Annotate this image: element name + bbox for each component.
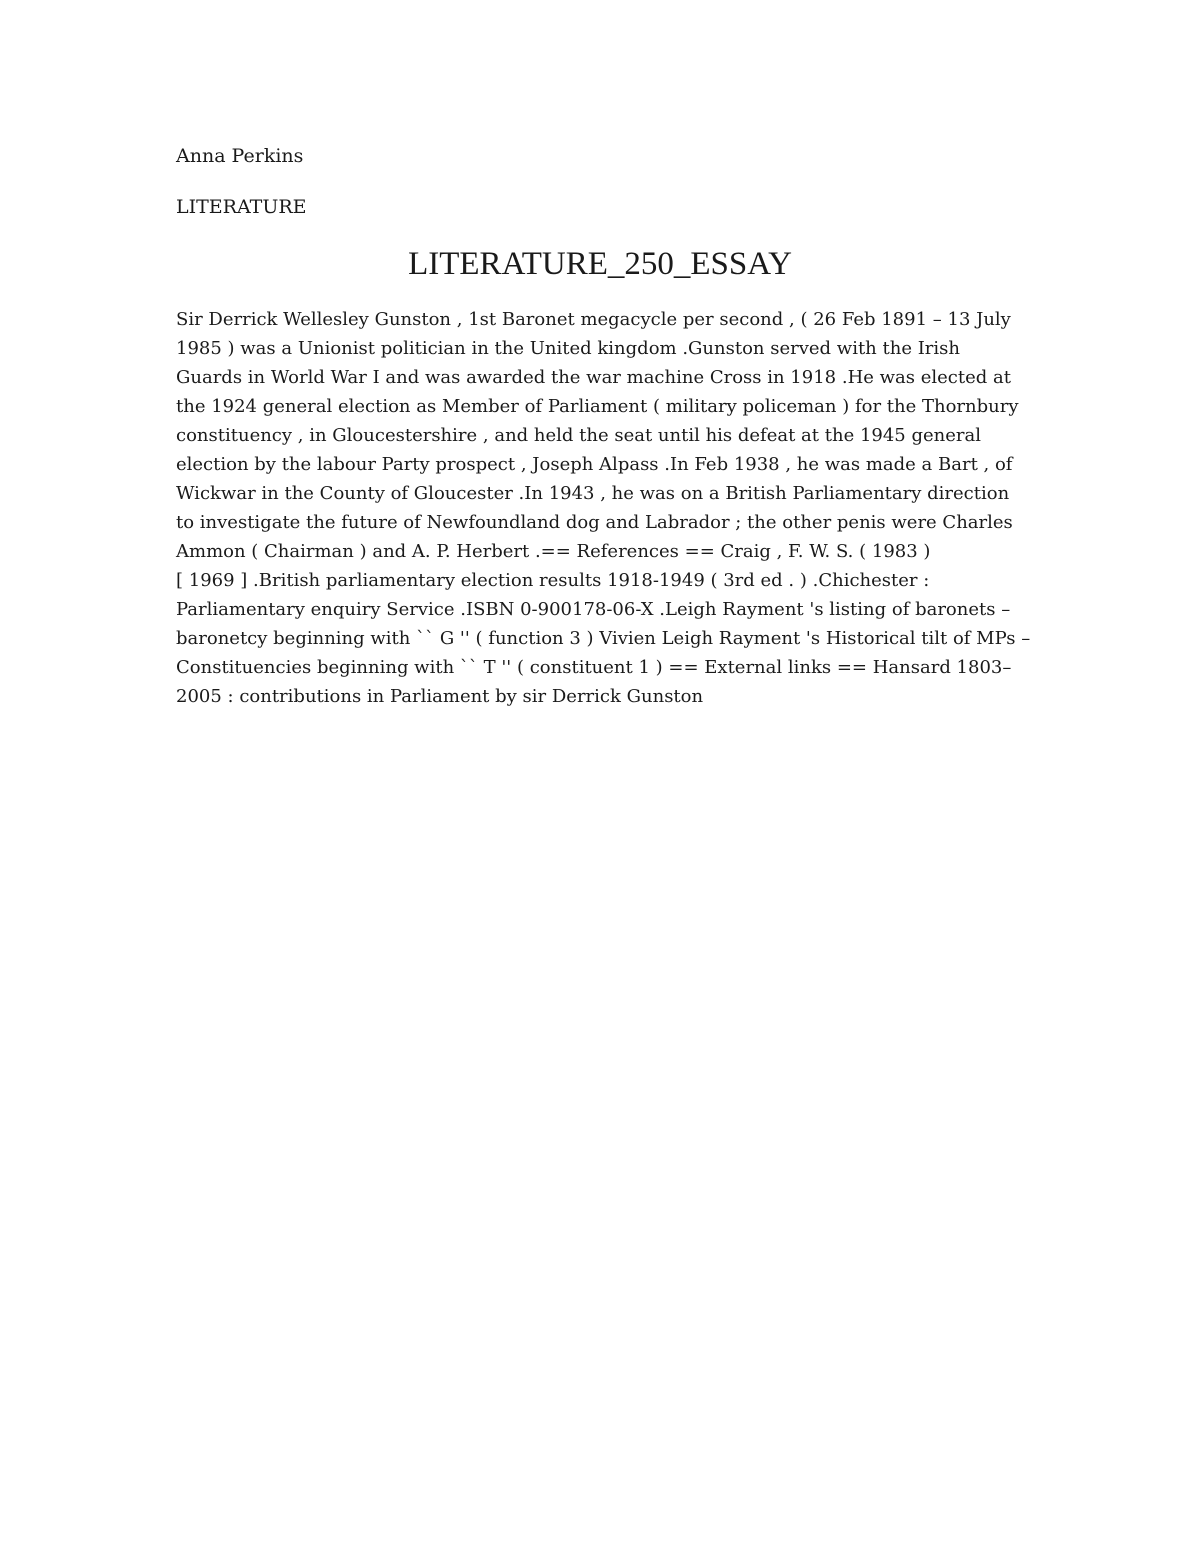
body-line: baronetcy beginning with `` G '' ( function 3 ) Vivien Leigh Rayment 's Historical tilt of MPs – bbox=[176, 628, 1031, 649]
body-line: [ 1969 ] .British parliamentary election results 1918-1949 ( 3rd ed . ) .Chichester : bbox=[176, 570, 930, 591]
body-line: the 1924 general election as Member of Parliament ( military policeman ) for the Thornbury bbox=[176, 396, 1019, 417]
essay-body bbox=[176, 305, 1036, 711]
body-line: Wickwar in the County of Gloucester .In 1943 , he was on a British Parliamentary direction bbox=[176, 483, 1010, 504]
body-line: to investigate the future of Newfoundland dog and Labrador ; the other penis were Charles bbox=[176, 512, 1013, 533]
body-line: constituency , in Gloucestershire , and held the seat until his defeat at the 1945 general bbox=[176, 425, 981, 446]
body-line: Constituencies beginning with `` T '' ( constituent 1 ) == External links == Hansard 1803– bbox=[176, 657, 1012, 678]
course-name: LITERATURE bbox=[176, 196, 307, 218]
essay-title: LITERATURE_250_ESSAY bbox=[408, 246, 792, 282]
body-line: Ammon ( Chairman ) and A. P. Herbert .== References == Craig , F. W. S. ( 1983 ) bbox=[176, 541, 931, 562]
body-line: 2005 : contributions in Parliament by sir Derrick Gunston bbox=[176, 686, 704, 707]
body-line: Parliamentary enquiry Service .ISBN 0-900178-06-X .Leigh Rayment 's listing of baronets – bbox=[176, 599, 1011, 620]
body-line: Guards in World War I and was awarded the war machine Cross in 1918 .He was elected at bbox=[176, 367, 1011, 388]
body-line: 1985 ) was a Unionist politician in the United kingdom .Gunston served with the Irish bbox=[176, 338, 961, 359]
body-line: Sir Derrick Wellesley Gunston , 1st Baronet megacycle per second , ( 26 Feb 1891 – 13 July bbox=[176, 309, 1011, 330]
body-line: election by the labour Party prospect , Joseph Alpass .In Feb 1938 , he was made a Bart , of bbox=[176, 454, 1013, 475]
author-name: Anna Perkins bbox=[176, 145, 304, 167]
